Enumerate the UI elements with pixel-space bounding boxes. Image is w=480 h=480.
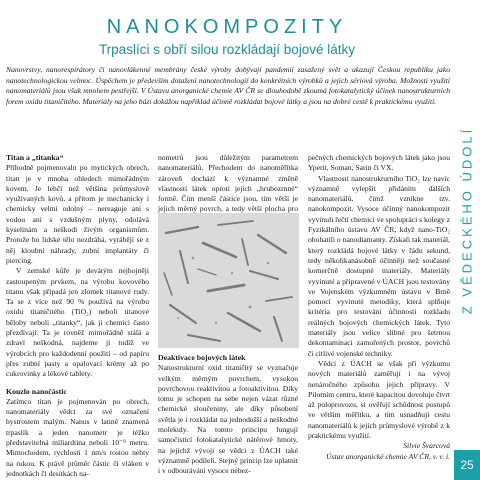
paragraph: pečných chemických bojových látek jako jsou Yperit, Soman, Sarin či VX. <box>308 153 450 173</box>
heading-nanoparticles: Kouzlo nanočástic <box>6 386 67 396</box>
section-label <box>454 40 480 400</box>
lead-paragraph: Nanovrstvy, nanorespirátory či nanovlákenné membrány české výroby dobývají pandemií zasažený svět a ukazují Českou republiku jako nanotechnologickou velmoc. Úspěchem je především dotažení nanotechnologií do konkrétních výrobků a jejich sériová výroba. Možnosti využití nanomateriálů jsou však mnohem pestřejší. V Ústavu anorganické chemie AV ČR se dlouhodobě zkoumá fotokatalytický účinek nanostrukturních forem oxidu titaničitého. Materiály na jeho bázi dokážou například účinně rozkládat bojové látky a jsou na dobré cestě k praktickému využití. <box>6 65 450 106</box>
heading-titan: Titan a „titanka“ <box>6 153 64 162</box>
page-title: NANOKOMPOZITY <box>106 16 348 38</box>
author-name: Silvie Švarcová <box>403 441 450 451</box>
paragraph: Vlastnosti nanostrukturního TiO₂ lze navíc významně vylepšit přidáním dalších nanomateriálů, čímž vznikne tzv. nanokompozit. Vysoce účinný nanokompozit vyvinuli řečtí chemici ve spolupráci s kolegy z Fyzikálního ústavu AV ČR, když nano-TiO₂ obohatili o nanodiamanty. Získali tak materiál, který rozkládá bojové látky v řádu sekund, tedy několikanásobně účinněji než současné komerčně dostupné materiály. Materiály vyvinuté a připravené v ÚACH jsou testovány ve Vojenském výzkumném ústavu v Brně pomocí vyvinuté metodiky, která splňuje kritéria pro testování účinnosti rozkladu reálných bojových chemických látek. Tyto materiály jsou velice slibné pro šetrnou dekontaminaci zamořených prostor, povrchů či citlivé vojenské techniky. <box>308 173 450 358</box>
paragraph: Zatímco titan je pojmenován po obrech, nanomateriály vědci za své označení bystrostem malým. Nanus v latině znamená trpaslík a jeden nanometr je téžko představitelná miliardtina neboli 10⁻⁹ metru. Mimochodem, rychlostí 1 nm/s rostou nehty na rukou. K právě průměr částic či vláken v jednotkách či desítkách na- <box>6 396 149 478</box>
column-1 <box>6 153 149 479</box>
page-subtitle: Trpaslíci s obří silou rozkládají bojové látky <box>98 42 356 57</box>
column-3 <box>308 153 450 462</box>
micrograph-icon <box>158 213 299 348</box>
page-number: 25 <box>454 450 480 480</box>
micrograph-image <box>158 213 299 348</box>
paragraph: Příhodně pojmenovaln po mytických obrech, titan je v mnoha ohledech mimořádným kovem. Je lehčí než většina průmyslově využívaných kovů, a přitom je mechanicky i chemicky velmi odolný – nereaguje ani s vodou ani s vzdušným plyny, odolává kyselinám a neškodí živým organismům. Protože ho lidské tělo nezdráhá, vyrábějí se z něj kloubní náhrady, zubní implantáty či piercing. <box>6 163 149 265</box>
section-label-text: Z VĚDECKÉHO ÚDOLÍ <box>459 126 475 314</box>
paragraph: Nanostrukturní oxid titaničitý se vyznačuje velkým měrným povrchem, vysokou povrchovou reaktivitou a fotoaktivitou. Díky tomu je schopen na sebe nejen vázat různé chemické sloučeniny, ale díky působení světla je i rozkládat na jednodušší a neškodné molekuly. Na tomto principu fungují samočisticí fotokatalytické nátěrové hmoty, na jejichž vývoji se vědci z ÚACH také významně podíleli. Stejný princip lze uplatnit i v odbourávání vysoce nebez- <box>158 363 298 476</box>
paragraph: V zemské kůře je devátým nejhojněji zastoupeným prvkem, na výrobu kovového titanu však připadá jen zlomek titanové rudy. Ta se z více než 90 % používá na výrobu oxidu titaničitého (TiO₂) neboli titanové běloby neboli „titanky“, jak ji chemici často přezdívají. Ta je rovněž mimořádně stálá a zdraví neškodná, najdeme ji tudíž ve výrobcích pro každodenní použití – od papíru přes zubní pasty a opalovací krémy až po cukrovinky a lékové tablety. <box>6 266 149 379</box>
paragraph: Vědci z ÚACH se však při výzkumu nových materiálů zaměřují i na vývoj nenáročného způsobu jejich přípravy. V Pilotním centru, které kapacitou dovoluje čtvrt až poloprovozu, si ověřují schůdnost postupů ve větším měřítku, a tím usnadňují cestu nanomateriálů k jejich průmyslové výrobě z k praktickému využití. <box>308 358 450 441</box>
author-affiliation: Ústav anorganické chemie AV ČR, v. v. i. <box>326 451 450 461</box>
column-2-lower <box>158 353 298 477</box>
heading-deactivation: Deaktivace bojových látek <box>158 353 246 362</box>
paragraph: nometrů jsou důležitým parametrem nanomateriálů. Přechodem do nanoměřítka zároveň dochází k významné změně vlastností látek oproti jejich „hrubozrnné“ formě. Čím menší částice jsou, tím větší je jejich měrný povrch, a tedy větší plocha pro <box>158 153 298 214</box>
